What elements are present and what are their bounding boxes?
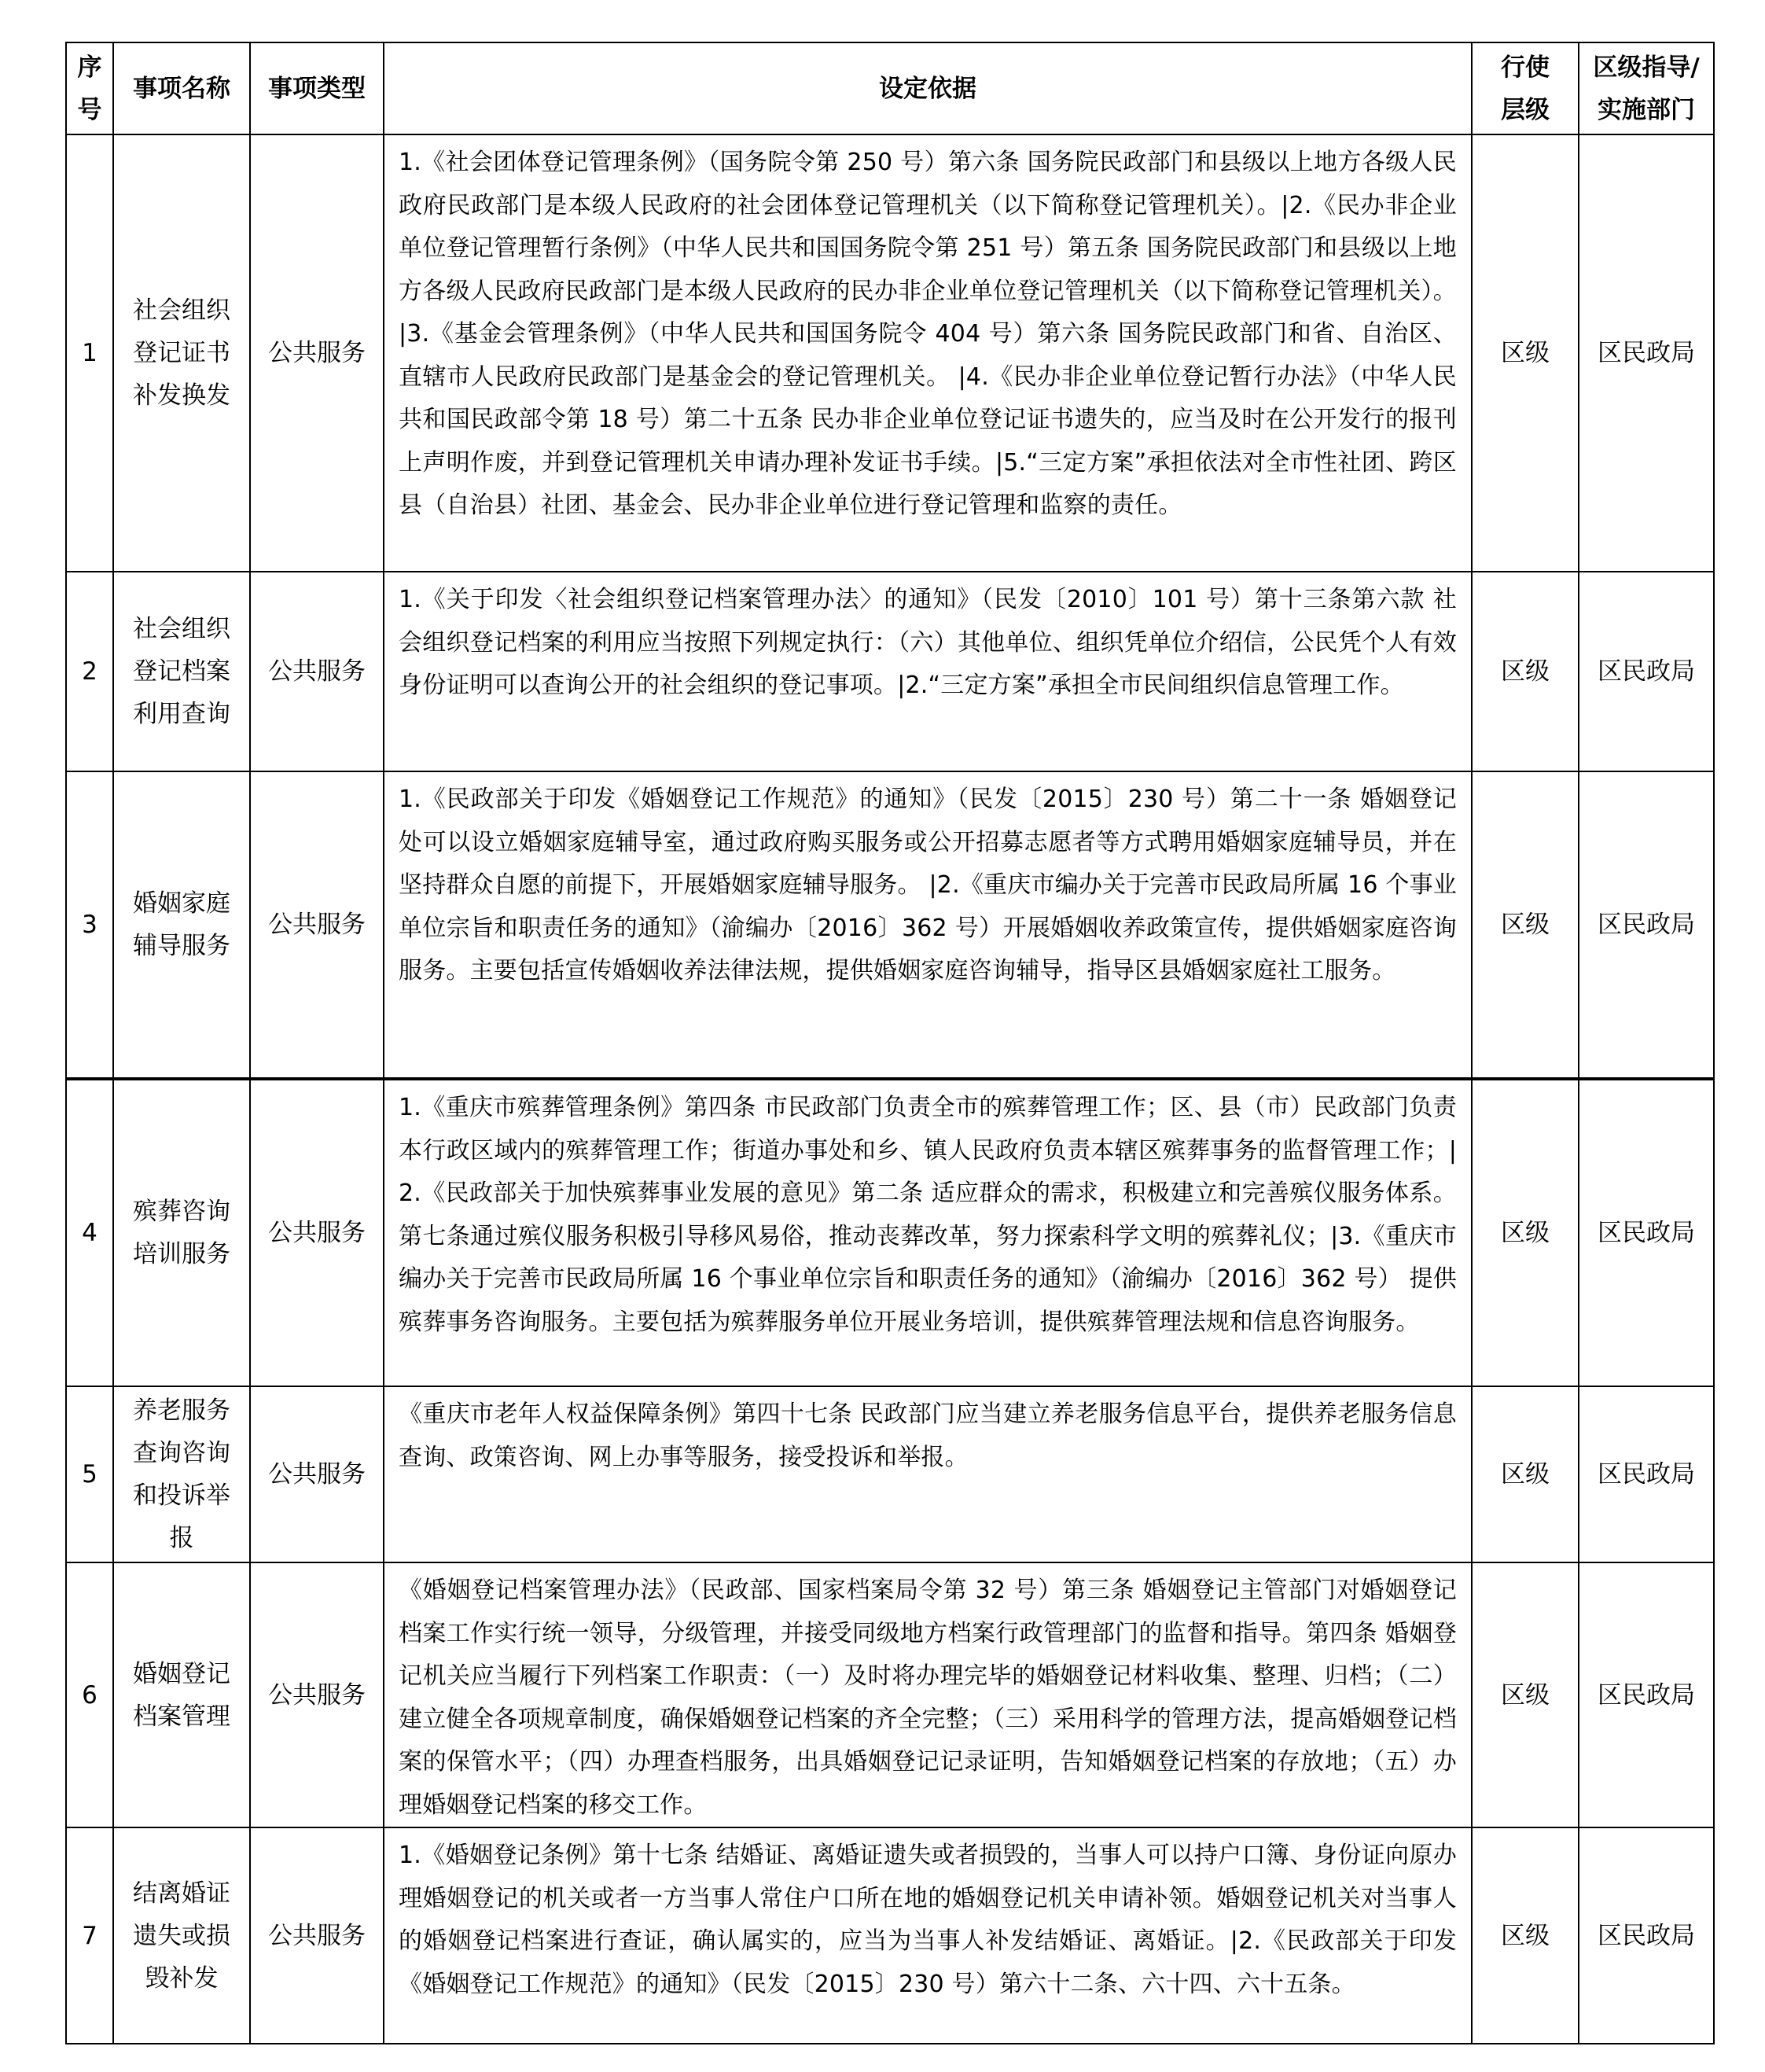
row-level: 区级 bbox=[1472, 572, 1579, 771]
row-seq: 3 bbox=[66, 771, 113, 1078]
table-row bbox=[66, 771, 1714, 1078]
row-basis: 《重庆市老年人权益保障条例》第四十七条 民政部门应当建立养老服务信息平台，提供养老服务信息查询、政策咨询、网上办事等服务，接受投诉和举报。 bbox=[384, 1386, 1472, 1562]
matters-table-part2 bbox=[65, 1079, 1715, 2044]
row-basis: 1.《社会团体登记管理条例》（国务院令第 250 号）第六条 国务院民政部门和县级以上地方各级人民政府民政部门是本级人民政府的社会团体登记管理机关（以下简称登记管理机关）。|2.《民办非企业单位登记管理暂行条例》（中华人民共和国国务院令第 251 号）第五条 国务院民政部门和县级以上地方各级人民政府民政部门是本级人民政府的民办非企业单位登记管理机关（以下简称登记管理机关）。|3.《基金会管理条例》（中华人民共和国国务院令 404 号）第六条 国务院民政部门和省、自治区、直辖市人民政府民政部门是基金会的登记管理机关。 |4.《民办非企业单位登记暂行办法》（中华人民共和国民政部令第 18 号）第二十五条 民办非企业单位登记证书遗失的，应当及时在公开发行的报刊上声明作废，并到登记管理机关申请办理补发证书手续。|5.“三定方案”承担依法对全市性社团、跨区县（自治县）社团、基金会、民办非企业单位进行登记管理和监察的责任。 bbox=[384, 134, 1472, 572]
header-type: 事项类型 bbox=[250, 42, 384, 134]
row-basis: 《婚姻登记档案管理办法》（民政部、国家档案局令第 32 号）第三条 婚姻登记主管部门对婚姻登记档案工作实行统一领导，分级管理，并接受同级地方档案行政管理部门的监督和指导。第四条 婚姻登记机关应当履行下列档案工作职责：（一）及时将办理完毕的婚姻登记材料收集、整理、归档；（二）建立健全各项规章制度，确保婚姻登记档案的齐全完整；（三）采用科学的管理方法，提高婚姻登记档案的保管水平；（四）办理查档服务，出具婚姻登记记录证明，告知婚姻登记档案的存放地；（五）办理婚姻登记档案的移交工作。 bbox=[384, 1562, 1472, 1827]
table-row bbox=[66, 1080, 1714, 1386]
row-dept: 区民政局 bbox=[1579, 572, 1714, 771]
row-name: 结离婚证遗失或损毁补发 bbox=[113, 1827, 250, 2044]
row-type: 公共服务 bbox=[250, 1827, 384, 2044]
table-row bbox=[66, 572, 1714, 771]
header-row bbox=[66, 42, 1714, 134]
row-name: 社会组织登记证书补发换发 bbox=[113, 134, 250, 572]
row-level: 区级 bbox=[1472, 771, 1579, 1078]
header-level: 行使层级 bbox=[1472, 42, 1579, 134]
row-type: 公共服务 bbox=[250, 1080, 384, 1386]
row-basis: 1.《民政部关于印发《婚姻登记工作规范》的通知》（民发〔2015〕230 号）第二十一条 婚姻登记处可以设立婚姻家庭辅导室，通过政府购买服务或公开招募志愿者等方式聘用婚姻家庭辅导员，并在坚持群众自愿的前提下，开展婚姻家庭辅导服务。 |2.《重庆市编办关于完善市民政局所属 16 个事业单位宗旨和职责任务的通知》（渝编办〔2016〕362 号）开展婚姻收养政策宣传，提供婚姻家庭咨询服务。主要包括宣传婚姻收养法律法规，提供婚姻家庭咨询辅导，指导区县婚姻家庭社工服务。 bbox=[384, 771, 1472, 1078]
row-type: 公共服务 bbox=[250, 134, 384, 572]
row-type: 公共服务 bbox=[250, 771, 384, 1078]
table-row bbox=[66, 1562, 1714, 1827]
header-seq: 序号 bbox=[66, 42, 113, 134]
table-row bbox=[66, 1386, 1714, 1562]
row-type: 公共服务 bbox=[250, 1386, 384, 1562]
row-name: 婚姻家庭辅导服务 bbox=[113, 771, 250, 1078]
header-basis: 设定依据 bbox=[384, 42, 1472, 134]
matters-table-part1 bbox=[65, 42, 1715, 1079]
row-name: 婚姻登记档案管理 bbox=[113, 1562, 250, 1827]
header-name: 事项名称 bbox=[113, 42, 250, 134]
row-dept: 区民政局 bbox=[1579, 1827, 1714, 2044]
row-seq: 2 bbox=[66, 572, 113, 771]
row-basis: 1.《重庆市殡葬管理条例》第四条 市民政部门负责全市的殡葬管理工作；区、县（市）民政部门负责本行政区域内的殡葬管理工作；街道办事处和乡、镇人民政府负责本辖区殡葬事务的监督管理工作；|2.《民政部关于加快殡葬事业发展的意见》第二条 适应群众的需求，积极建立和完善殡仪服务体系。第七条通过殡仪服务积极引导移风易俗，推动丧葬改革，努力探索科学文明的殡葬礼仪；|3.《重庆市编办关于完善市民政局所属 16 个事业单位宗旨和职责任务的通知》（渝编办〔2016〕362 号） 提供殡葬事务咨询服务。主要包括为殡葬服务单位开展业务培训，提供殡葬管理法规和信息咨询服务。 bbox=[384, 1080, 1472, 1386]
row-level: 区级 bbox=[1472, 1080, 1579, 1386]
row-name: 殡葬咨询培训服务 bbox=[113, 1080, 250, 1386]
row-basis: 1.《关于印发〈社会组织登记档案管理办法〉的通知》（民发〔2010〕101 号）第十三条第六款 社会组织登记档案的利用应当按照下列规定执行：（六）其他单位、组织凭单位介绍信，公民凭个人有效身份证明可以查询公开的社会组织的登记事项。|2.“三定方案”承担全市民间组织信息管理工作。 bbox=[384, 572, 1472, 771]
row-seq: 7 bbox=[66, 1827, 113, 2044]
row-dept: 区民政局 bbox=[1579, 771, 1714, 1078]
table-row bbox=[66, 1827, 1714, 2044]
row-seq: 6 bbox=[66, 1562, 113, 1827]
row-seq: 4 bbox=[66, 1080, 113, 1386]
row-dept: 区民政局 bbox=[1579, 134, 1714, 572]
row-seq: 1 bbox=[66, 134, 113, 572]
row-basis: 1.《婚姻登记条例》第十七条 结婚证、离婚证遗失或者损毁的，当事人可以持户口簿、身份证向原办理婚姻登记的机关或者一方当事人常住户口所在地的婚姻登记机关申请补领。婚姻登记机关对当事人的婚姻登记档案进行查证，确认属实的，应当为当事人补发结婚证、离婚证。|2.《民政部关于印发《婚姻登记工作规范》的通知》（民发〔2015〕230 号）第六十二条、六十四、六十五条。 bbox=[384, 1827, 1472, 2044]
row-name: 养老服务查询咨询和投诉举报 bbox=[113, 1386, 250, 1562]
row-level: 区级 bbox=[1472, 1386, 1579, 1562]
row-name: 社会组织登记档案利用查询 bbox=[113, 572, 250, 771]
row-level: 区级 bbox=[1472, 1827, 1579, 2044]
row-dept: 区民政局 bbox=[1579, 1562, 1714, 1827]
row-seq: 5 bbox=[66, 1386, 113, 1562]
row-dept: 区民政局 bbox=[1579, 1080, 1714, 1386]
row-type: 公共服务 bbox=[250, 1562, 384, 1827]
row-type: 公共服务 bbox=[250, 572, 384, 771]
row-level: 区级 bbox=[1472, 1562, 1579, 1827]
row-level: 区级 bbox=[1472, 134, 1579, 572]
header-dept: 区级指导/实施部门 bbox=[1579, 42, 1714, 134]
row-dept: 区民政局 bbox=[1579, 1386, 1714, 1562]
table-row bbox=[66, 134, 1714, 572]
